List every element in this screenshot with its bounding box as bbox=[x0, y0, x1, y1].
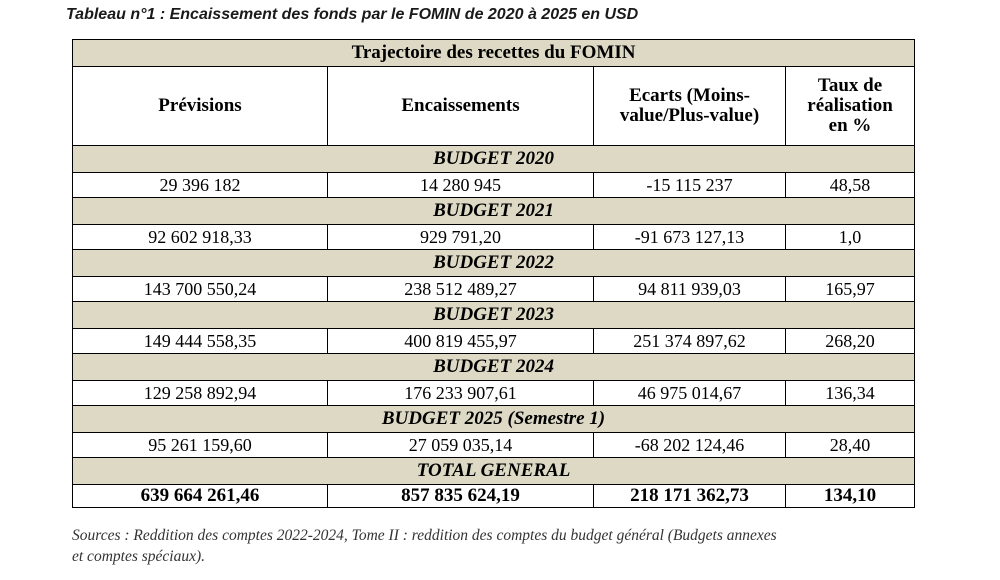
table-row bbox=[73, 225, 915, 250]
cell-taux: 48,58 bbox=[786, 173, 915, 198]
budget-label-row bbox=[73, 406, 915, 433]
cell-taux: 1,0 bbox=[786, 225, 915, 250]
cell-encaissements: 400 819 455,97 bbox=[328, 329, 594, 354]
header-taux bbox=[786, 67, 915, 146]
cell-previsions: 143 700 550,24 bbox=[73, 277, 328, 302]
cell-previsions: 92 602 918,33 bbox=[73, 225, 328, 250]
total-label-row bbox=[73, 458, 915, 485]
budget-label-row bbox=[73, 250, 915, 277]
budget-label-row bbox=[73, 146, 915, 173]
cell-encaissements: 176 233 907,61 bbox=[328, 381, 594, 406]
cell-encaissements: 929 791,20 bbox=[328, 225, 594, 250]
fomin-revenue-table bbox=[72, 39, 915, 508]
cell-encaissements: 14 280 945 bbox=[328, 173, 594, 198]
sources-note bbox=[72, 525, 952, 567]
budget-label: BUDGET 2023 bbox=[73, 302, 915, 329]
budget-label: BUDGET 2024 bbox=[73, 354, 915, 381]
table-row bbox=[73, 329, 915, 354]
cell-previsions: 95 261 159,60 bbox=[73, 433, 328, 458]
cell-ecarts: -68 202 124,46 bbox=[594, 433, 786, 458]
table-row bbox=[73, 381, 915, 406]
header-ecarts-line2: value/Plus-value) bbox=[619, 105, 760, 126]
cell-ecarts: -15 115 237 bbox=[594, 173, 786, 198]
budget-label-row bbox=[73, 354, 915, 381]
cell-encaissements: 27 059 035,14 bbox=[328, 433, 594, 458]
sources-line2: et comptes spéciaux). bbox=[72, 548, 205, 565]
table-title: Trajectoire des recettes du FOMIN bbox=[73, 40, 915, 67]
cell-taux: 268,20 bbox=[786, 329, 915, 354]
header-ecarts-line1: Ecarts (Moins- bbox=[629, 85, 750, 106]
cell-previsions: 149 444 558,35 bbox=[73, 329, 328, 354]
total-previsions: 639 664 261,46 bbox=[73, 485, 328, 508]
total-ecarts: 218 171 362,73 bbox=[594, 485, 786, 508]
cell-ecarts: 46 975 014,67 bbox=[594, 381, 786, 406]
budget-label-row bbox=[73, 198, 915, 225]
budget-label-row bbox=[73, 302, 915, 329]
total-label: TOTAL GENERAL bbox=[73, 458, 915, 485]
total-encaissements: 857 835 624,19 bbox=[328, 485, 594, 508]
budget-label: BUDGET 2021 bbox=[73, 198, 915, 225]
total-row bbox=[73, 485, 915, 508]
cell-encaissements: 238 512 489,27 bbox=[328, 277, 594, 302]
header-encaissements: Encaissements bbox=[328, 67, 594, 146]
header-row bbox=[73, 67, 915, 146]
cell-previsions: 129 258 892,94 bbox=[73, 381, 328, 406]
cell-taux: 165,97 bbox=[786, 277, 915, 302]
header-taux-line1: Taux de bbox=[817, 75, 883, 96]
table-row bbox=[73, 173, 915, 198]
table-title-row bbox=[73, 40, 915, 67]
cell-ecarts: 94 811 939,03 bbox=[594, 277, 786, 302]
header-taux-line2: réalisation bbox=[807, 95, 893, 116]
budget-label: BUDGET 2022 bbox=[73, 250, 915, 277]
cell-ecarts: 251 374 897,62 bbox=[594, 329, 786, 354]
sources-line1: Sources : Reddition des comptes 2022-2024, Tome II : reddition des comptes du budget général (Budgets annexes bbox=[72, 527, 777, 544]
table-row bbox=[73, 277, 915, 302]
cell-ecarts: -91 673 127,13 bbox=[594, 225, 786, 250]
budget-label: BUDGET 2025 (Semestre 1) bbox=[73, 406, 915, 433]
cell-previsions: 29 396 182 bbox=[73, 173, 328, 198]
table-caption: Tableau n°1 : Encaissement des fonds par le FOMIN de 2020 à 2025 en USD bbox=[66, 6, 639, 23]
header-taux-line3: en % bbox=[828, 115, 872, 136]
cell-taux: 28,40 bbox=[786, 433, 915, 458]
total-taux: 134,10 bbox=[786, 485, 915, 508]
header-previsions: Prévisions bbox=[73, 67, 328, 146]
budget-label: BUDGET 2020 bbox=[73, 146, 915, 173]
header-ecarts bbox=[594, 67, 786, 146]
table-row bbox=[73, 433, 915, 458]
cell-taux: 136,34 bbox=[786, 381, 915, 406]
